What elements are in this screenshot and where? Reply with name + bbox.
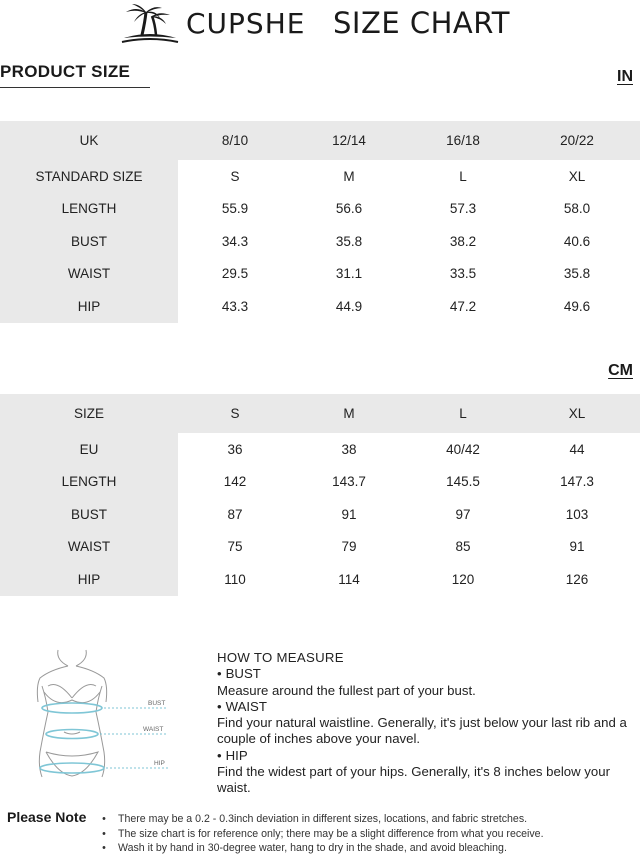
please-note-label: Please Note [7, 809, 87, 825]
body-measurement-figure [28, 642, 178, 792]
how-to-measure-title: HOW TO MEASURE [217, 650, 344, 665]
table-cell: 40.6 [563, 233, 591, 249]
table-cell: 33.5 [449, 266, 477, 282]
table-cell: 38.2 [449, 233, 477, 249]
row-label-cell: LENGTH [0, 466, 178, 499]
column-header-cell: M [343, 406, 355, 421]
table-cell: 79 [341, 539, 357, 555]
section-title-product-size: PRODUCT SIZE [0, 62, 131, 81]
table-row [0, 563, 640, 596]
table-header-row [0, 394, 640, 433]
bullet-icon: • [217, 747, 222, 763]
unit-label-inches: IN [617, 68, 633, 85]
hip-text: Find the widest part of your hips. Generally, it's 8 inches below your waist. [217, 764, 610, 796]
table-cell: 143.7 [332, 474, 366, 490]
waist-heading: • WAIST [217, 698, 267, 714]
table-cell: M [343, 168, 355, 184]
table-row [0, 290, 640, 323]
unit-label-centimeters: CM [608, 362, 633, 379]
row-label-cell: BUST [0, 498, 178, 531]
table-cell: 34.3 [221, 233, 249, 249]
column-header-cell: 12/14 [332, 133, 366, 148]
table-cell: 36 [227, 441, 243, 457]
table-row [0, 193, 640, 226]
bullet-icon: • [102, 842, 106, 854]
table-cell: 44.9 [335, 298, 363, 314]
table-cell: 43.3 [221, 298, 249, 314]
table-cell: S [230, 168, 240, 184]
table-row [0, 531, 640, 564]
palm-tree-island-icon [120, 2, 180, 44]
column-header-cell: 8/10 [221, 133, 249, 148]
bullet-icon: • [217, 698, 222, 714]
bullet-icon: • [102, 827, 106, 840]
bust-label: BUST [148, 700, 166, 707]
bullet-icon: • [102, 813, 106, 825]
table-cell: 56.6 [335, 201, 363, 217]
table-cell: 142 [223, 474, 247, 490]
waist-text: Find your natural waistline. Generally, it's just below your last rib and a couple of inches above your navel. [217, 715, 627, 747]
bust-text: Measure around the fullest part of your bust. [217, 682, 476, 698]
table-cell: 49.6 [563, 298, 591, 314]
waist-label: WAIST [143, 726, 164, 733]
bullet-icon: • [217, 666, 222, 682]
table-cell: 85 [455, 539, 471, 555]
table-cell: 147.3 [560, 474, 594, 490]
table-cell: 97 [455, 506, 471, 522]
table-cell: 103 [565, 506, 589, 522]
table-cell: XL [568, 168, 586, 184]
table-cell: 35.8 [335, 233, 363, 249]
row-label-cell: LENGTH [0, 193, 178, 226]
row-label-cell: UK [79, 133, 99, 148]
table-cell: 91 [569, 539, 585, 555]
row-label-cell: HIP [0, 290, 178, 323]
table-cell: 58.0 [563, 201, 591, 217]
row-label-cell: SIZE [73, 406, 104, 421]
row-label-cell: WAIST [0, 258, 178, 291]
row-label-cell: HIP [0, 563, 178, 596]
table-row [0, 498, 640, 531]
note-item: • There may be a 0.2 - 0.3inch deviation in different sizes, locations, and fabric stretches. [100, 812, 635, 827]
measure-lines [40, 703, 104, 773]
table-cell: 126 [565, 571, 589, 587]
row-label-cell: BUST [0, 225, 178, 258]
column-header-cell: XL [568, 406, 586, 421]
table-row [0, 433, 640, 466]
row-label-cell: STANDARD SIZE [0, 160, 178, 193]
column-header-cell: S [230, 406, 240, 421]
row-label-cell: WAIST [0, 531, 178, 564]
table-cell: 40/42 [446, 441, 480, 457]
header [120, 0, 540, 46]
table-cell: 110 [224, 571, 246, 587]
table-cell: 75 [227, 539, 243, 555]
table-cell: 47.2 [449, 298, 477, 314]
note-item: • Wash it by hand in 30-degree water, hang to dry in the shade, and avoid bleaching. [100, 841, 635, 856]
table-cell: 29.5 [221, 266, 249, 282]
table-row [0, 258, 640, 291]
hip-heading: • HIP [217, 747, 248, 763]
table-header-row [0, 121, 640, 160]
table-cell: 91 [341, 506, 357, 522]
column-header-cell: 20/22 [560, 133, 594, 148]
how-to-measure [217, 650, 627, 797]
table-cell: 38 [341, 441, 357, 457]
table-cell: 145.5 [446, 474, 480, 490]
column-header-cell: L [459, 406, 467, 421]
row-label-cell: EU [0, 433, 178, 466]
table-cell: 55.9 [221, 201, 249, 217]
bust-heading: • BUST [217, 666, 261, 682]
table-row [0, 160, 640, 193]
hip-label: HIP [154, 760, 165, 767]
size-table-centimeters [0, 394, 640, 596]
page-title: SIZE CHART [333, 6, 511, 40]
table-cell: 35.8 [563, 266, 591, 282]
section-divider [0, 87, 150, 88]
column-header-cell: 16/18 [446, 133, 480, 148]
table-cell: 120 [451, 571, 475, 587]
brand-name: CUPSHE [186, 7, 306, 40]
table-cell: 57.3 [449, 201, 477, 217]
note-item: • The size chart is for reference only; there may be a slight difference from what you receive. [100, 827, 635, 842]
table-cell: 114 [338, 571, 360, 587]
table-row [0, 466, 640, 499]
note-list [100, 812, 635, 856]
table-cell: 44 [569, 441, 585, 457]
table-cell: 87 [227, 506, 243, 522]
table-cell: L [459, 168, 467, 184]
size-table-inches [0, 121, 640, 323]
table-row [0, 225, 640, 258]
table-cell: 31.1 [335, 266, 363, 282]
